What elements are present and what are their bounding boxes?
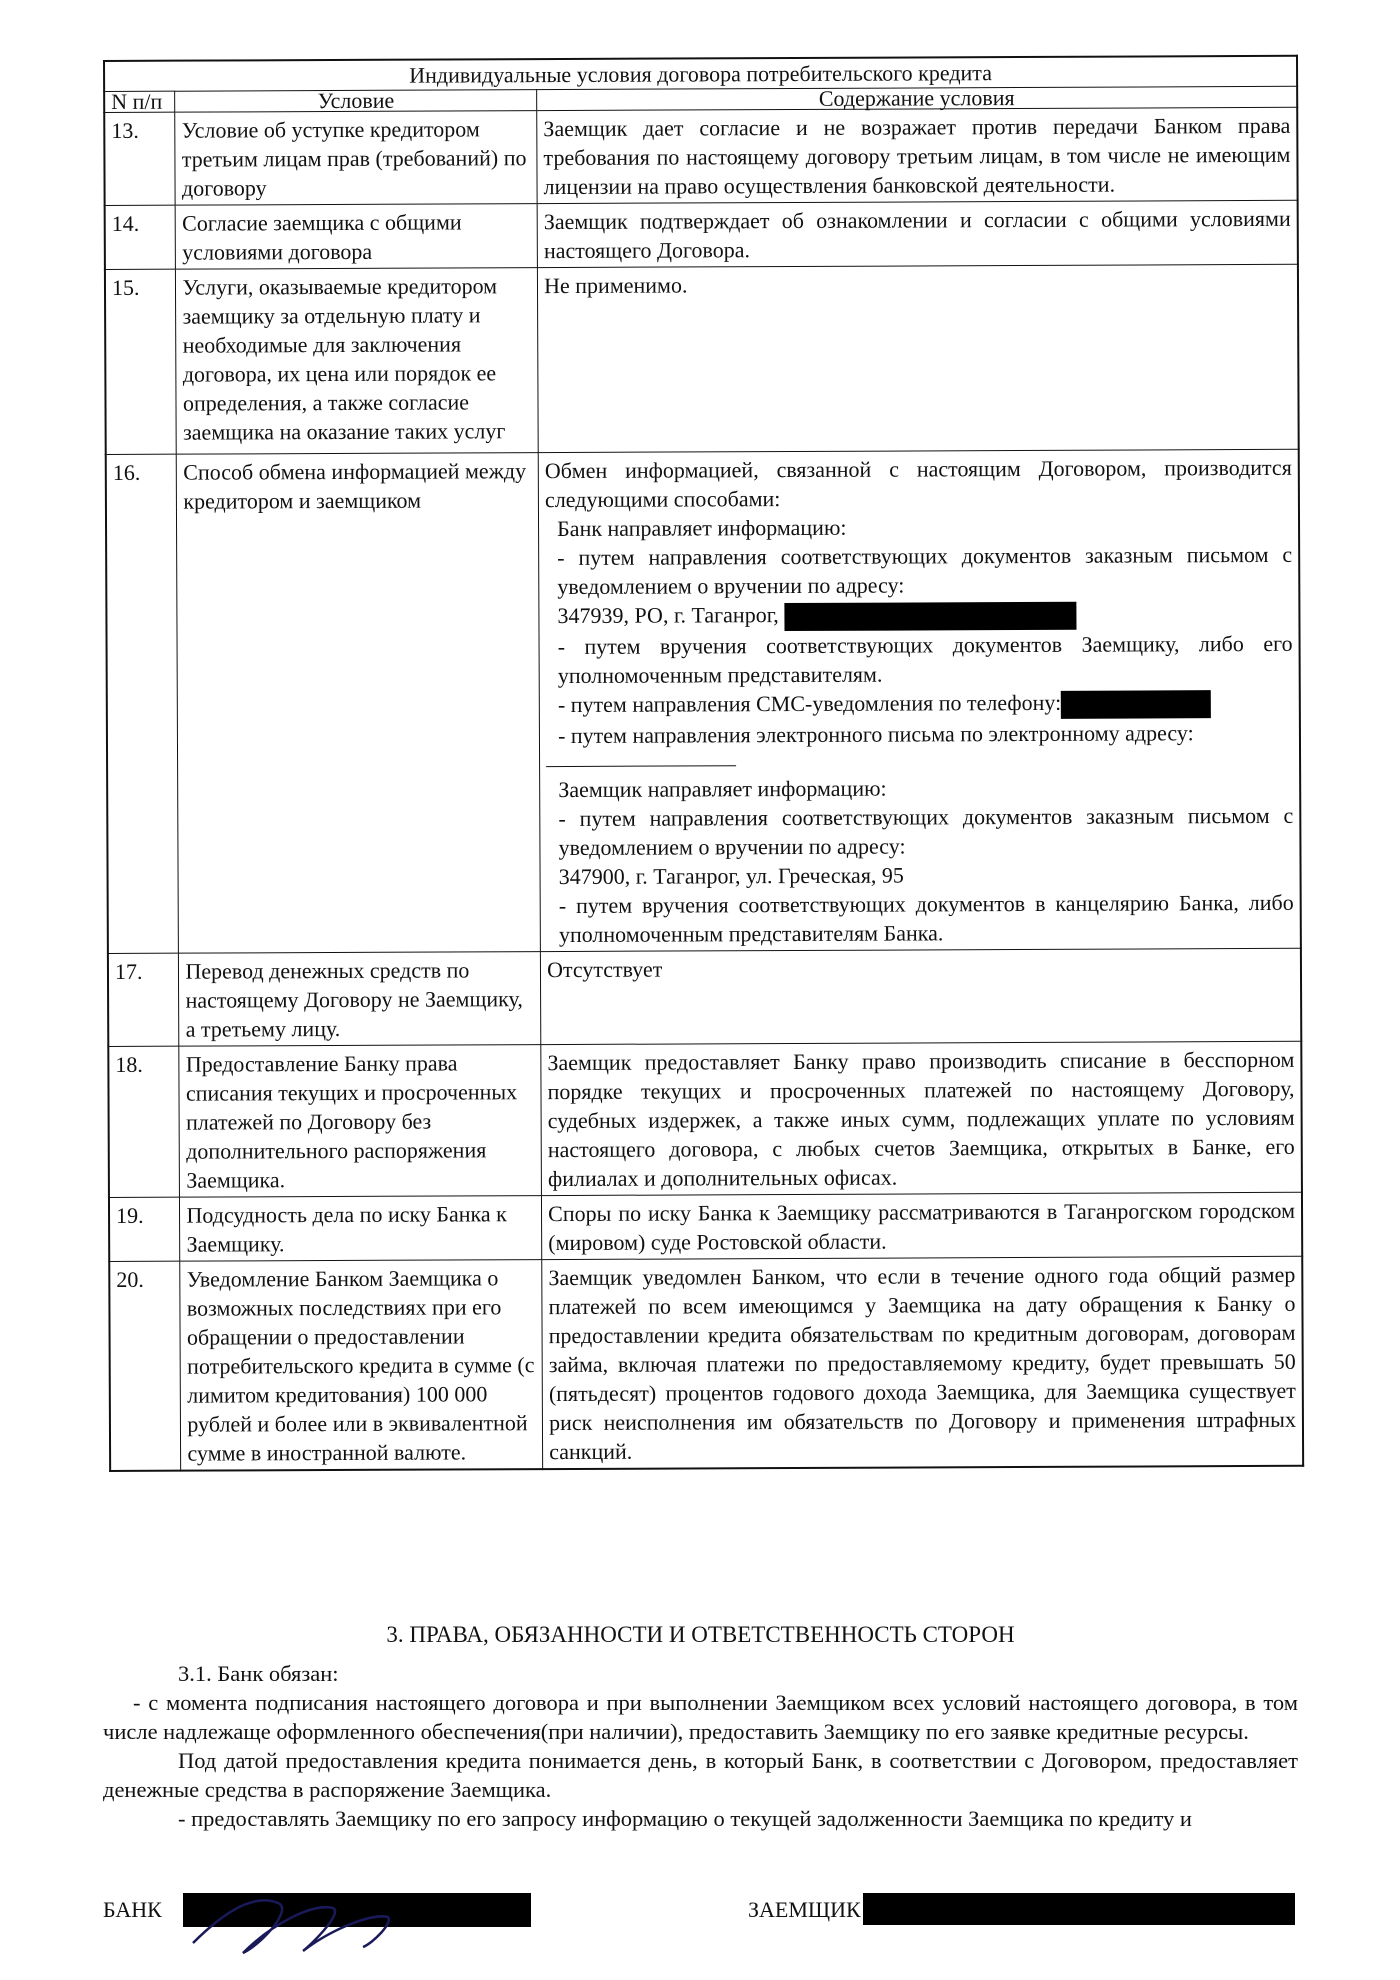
row-condition: Уведомление Банком Заемщика о возможных последствиях при его обращении о предоставлении потребительского кредита в сумме (с лимитом кредитования) 100 000 рублей и более или в эквивалентной сумме в иностранной валюте. xyxy=(180,1260,543,1471)
bank-method-sms: - путем направления СМС-уведомления по телефону: xyxy=(557,689,1062,717)
row-content: Заемщик дает согласие и не возражает против передачи Банком права требования по настоящему договору третьим лицам, в том числе не имеющим лицензии на право осуществления банковской деятельности. xyxy=(537,107,1298,203)
table-row xyxy=(105,264,1299,454)
borrower-address: 347900, г. Таганрог, ул. Греческая, 95 xyxy=(558,862,904,889)
header-condition: Условие xyxy=(175,90,537,113)
bank-method-mail: - путем направления соответствующих документов заказным письмом с уведомлением о вручении по адресу: xyxy=(557,541,1293,600)
row-num: 19. xyxy=(109,1197,180,1261)
row-num: 16. xyxy=(106,454,179,953)
table-row xyxy=(105,200,1298,269)
bank-address-text: 347939, РО, г. Таганрог, xyxy=(557,602,779,629)
table-row xyxy=(104,107,1297,205)
loan-conditions-table xyxy=(103,55,1304,1472)
row-content-info-exchange xyxy=(538,449,1301,951)
header-num: N п/п xyxy=(104,91,175,112)
section-heading: 3. ПРАВА, ОБЯЗАННОСТИ И ОТВЕТСТВЕННОСТЬ СТОРОН xyxy=(386,1622,1015,1647)
bank-method-handover: - путем вручения соответствующих документов Заемщику, либо его уполномоченным представителям. xyxy=(557,630,1293,688)
redacted-phone xyxy=(1061,690,1211,719)
section-rights-obligations xyxy=(103,1620,1298,1833)
row-content: Заемщик подтверждает об ознакомлении и согласии с общими условиями настоящего Договора. xyxy=(537,200,1298,267)
bank-signature-label: БАНК xyxy=(103,1897,162,1922)
email-blank-line xyxy=(546,749,736,767)
redacted-borrower-signature xyxy=(863,1893,1295,1925)
table-row xyxy=(106,449,1301,953)
table-row xyxy=(108,948,1301,1046)
row-num: 15. xyxy=(105,269,177,454)
table-title: Индивидуальные условия договора потребительского кредита xyxy=(104,56,1297,92)
row-condition: Подсудность дела по иску Банка к Заемщику. xyxy=(180,1196,542,1262)
header-content: Содержание условия xyxy=(537,86,1297,110)
clause-paragraph: - предоставлять Заемщику по его запросу информацию о текущей задолженности Заемщика по кредиту и xyxy=(178,1806,1192,1831)
bank-method-sms-line xyxy=(546,687,1293,721)
row-content: Заемщик уведомлен Банком, что если в течение одного года общий размер платежей по всем имеющимся у Заемщика на дату обращения к Банку о предоставлении кредита обязательствам по кредитным договорам, договорам займа, включая платежи по предоставляемому кредиту, будет превышать 50 (пятьдесят) процентов годового дохода Заемщика, для Заемщика существует риск неисполнения им обязательств по Договору и применения штрафных санкций. xyxy=(542,1256,1303,1469)
row-num: 14. xyxy=(105,205,176,269)
row-condition: Услуги, оказываемые кредитором заемщику за отдельную плату и необходимые для заключения договора, их цена или порядок ее определения, а также согласие заемщика на оказание таких услуг xyxy=(176,268,538,455)
table-row xyxy=(109,1192,1302,1261)
bank-method-email: - путем направления электронного письма по электронному адресу: xyxy=(557,720,1194,748)
borrower-method-handover: - путем вручения соответствующих документов в канцелярию Банка, либо уполномоченным представителям Банка. xyxy=(558,889,1294,947)
row-condition: Условие об уступке кредитором третьим лицам прав (требований) по договору xyxy=(175,111,537,206)
clause-paragraph: - с момента подписания настоящего договора и при выполнении Заемщиком всех условий настоящего договора, в том числе надлежаще оформленного обеспечения(при наличии), предоставить Заемщику по его заявке кредитные ресурсы. xyxy=(103,1690,1298,1744)
borrower-signature-label: ЗАЕМЩИК xyxy=(748,1897,861,1922)
table-row xyxy=(109,1256,1303,1471)
row-condition: Предоставление Банку права списания текущих и просроченных платежей по Договору без дополнительного распоряжения Заемщика. xyxy=(179,1045,541,1198)
row-condition: Согласие заемщика с общими условиями договора xyxy=(176,204,538,270)
info-exchange-intro: Обмен информацией, связанной с настоящим Договором, производится следующими способами: xyxy=(544,454,1292,513)
borrower-method-mail: - путем направления соответствующих документов заказным письмом с уведомлением о вручении по адресу: xyxy=(558,802,1294,860)
redacted-address xyxy=(784,602,1076,631)
clause-paragraph: Под датой предоставления кредита понимается день, в который Банк, в соответствии с Договором, предоставляет денежные средства в распоряжение Заемщика. xyxy=(103,1748,1298,1802)
row-content: Отсутствует xyxy=(540,948,1301,1044)
row-condition: Перевод денежных средств по настоящему Договору не Заемщику, а третьему лицу. xyxy=(179,952,541,1047)
clause-3-1: 3.1. Банк обязан: xyxy=(178,1661,339,1686)
table-row xyxy=(108,1041,1302,1197)
row-content: Заемщик предоставляет Банку право производить списание в бесспорном порядке текущих и просроченных платежей по настоящему Договору, судебных издержек, а также иных сумм, подлежащих уплате по условиям настоящего договора, с любых счетов Заемщика, открытых в Банке, его филиалах и дополнительных офисах. xyxy=(541,1041,1302,1195)
row-num: 17. xyxy=(108,953,179,1046)
row-condition: Способ обмена информацией между кредитором и заемщиком xyxy=(177,453,541,953)
row-content: Не применимо. xyxy=(538,264,1299,452)
handwritten-signature xyxy=(183,1873,463,1963)
bank-address-line xyxy=(545,598,1292,632)
row-content: Споры по иску Банка к Заемщику рассматриваются в Таганрогском городском (мировом) суде Ростовской области. xyxy=(542,1192,1303,1259)
row-num: 18. xyxy=(108,1046,180,1197)
signature-block xyxy=(103,1893,1298,1933)
bank-sends-heading: Банк направляет информацию: xyxy=(557,514,847,542)
borrower-sends-heading: Заемщик направляет информацию: xyxy=(558,775,887,802)
row-num: 20. xyxy=(109,1261,181,1471)
row-num: 13. xyxy=(104,112,175,205)
